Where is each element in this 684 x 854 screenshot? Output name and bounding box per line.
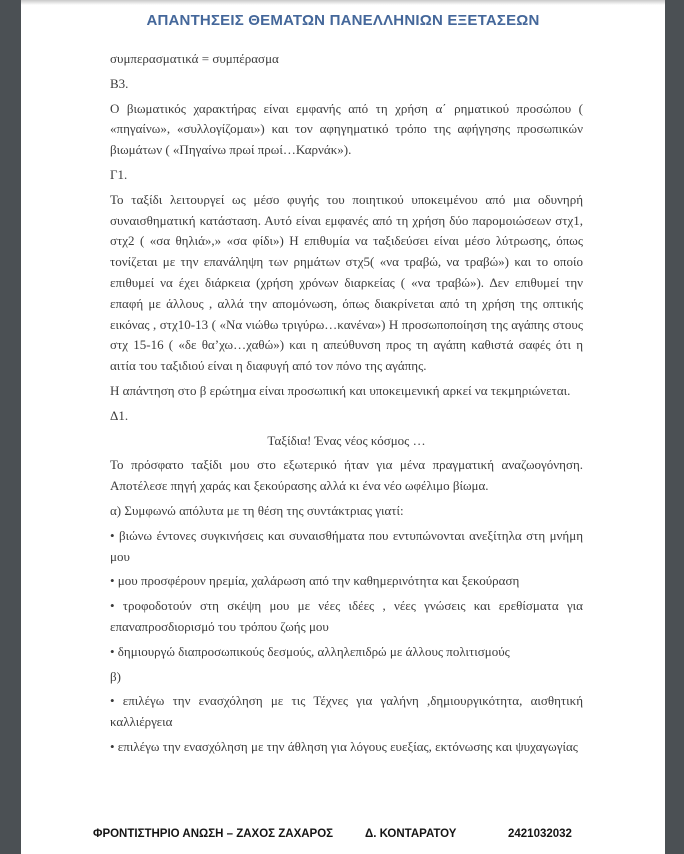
bullet-item: • τροφοδοτούν στη σκέψη μου με νέες ιδέες , νέες γνώσεις και ερεθίσματα για επαναπροσδιορισμό του τρόπου ζωής μου <box>110 598 583 634</box>
essay-point-a: α) Συμφωνώ απόλυτα με τη θέση της συντάκτριας γιατί: <box>110 502 404 518</box>
page-top-shadow <box>21 0 665 5</box>
section-label-b: β) <box>110 668 121 684</box>
intro-note: συμπερασματικά = συμπέρασμα <box>110 51 279 66</box>
footer-school-name: ΦΡΟΝΤΙΣΤΗΡΙΟ ΑΝΩΣΗ – ΖΑΧΟΣ ΖΑΧΑΡΟΣ <box>93 828 334 840</box>
section-label-d1: Δ1. <box>110 407 129 423</box>
bullet-item: • επιλέγω την ενασχόληση με τις Τέχνες για γαλήνη ,δημιουργικότητα, αισθητική καλλιέργεια <box>110 693 583 730</box>
bullet-item: • μου προσφέρουν ηρεμία, χαλάρωση από την καθημερινότητα και ξεκούραση <box>110 573 520 589</box>
section-label-b3: Β3. <box>110 75 129 91</box>
bullet-item: • βιώνω έντονες συγκινήσεις και συναισθήματα που εντυπώνονται ανεξίτηλα στη μνήμη μου <box>110 527 583 564</box>
page-footer <box>0 828 684 848</box>
bullet-item: • επιλέγω την ενασχόληση με την άθληση για λόγους ευεξίας, εκτόνωσης και ψυχαγωγίας <box>110 738 578 754</box>
essay-title: Ταξίδια! Ένας νέος κόσμος … <box>267 432 426 448</box>
section-label-g1: Γ1. <box>110 166 128 182</box>
paragraph-g1-note: Η απάντηση στο β ερώτημα είναι προσωπική και υποκειμενική αρκεί να τεκμηριώνεται. <box>110 382 571 398</box>
paragraph-b3: Ο βιωματικός χαρακτήρας είναι εμφανής από τη χρήση α΄ ρηματικού προσώπου ( «πηγαίνω», «συλλογίζομαι») και τον αφηγηματικό τρόπο της αφήγησης προσωπικών βιωμάτων ( «Πηγαίνω πρωί πρωί…Καρνάκ»). <box>110 100 583 158</box>
bullet-item: • δημιουργώ διαπροσωπικούς δεσμούς, αλληλεπιδρώ με άλλους πολιτισμούς <box>110 643 510 659</box>
footer-phone: 2421032032 <box>508 828 572 840</box>
paragraph-g1: Το ταξίδι λειτουργεί ως μέσο φυγής του ποιητικού υποκειμένου από μια οδυνηρή συναισθηματική κατάσταση. Αυτό είναι εμφανές από τη χρήση δύο παρομοιώσεων στχ1, στχ2 ( «σα θηλιά»,» «σα φίδι») Η επιθυμία να ταξιδεύσει είναι μέσο λύτρωσης, όπως τονίζεται με την επανάληψη των ρημάτων στχ5( «να τραβώ, να τραβώ») και το οποίο επιθυμεί να έχει διάρκεια (χρήση χρόνων διαρκείας ( «να τραβώ»). Δεν επιθυμεί την επαφή με άλλους , αλλά την απομόνωση, όπως διακρίνεται από τη χρήση της οπτικής εικόνας , στχ10-13 ( «Να νιώθω τριγύρω…κανένα») Η προσωποποίηση της αγάπης στους στχ 15-16 ( «δε θα’χω…χαθώ») και η απεύθυνση προς τη αγάπη καθιστά σαφές ότι η αιτία του ταξιδιού είναι η διαφυγή από τον πόνο της αγάπης. <box>110 191 583 374</box>
essay-intro: Το πρόσφατο ταξίδι μου στο εξωτερικό ήταν για μένα πραγματική αναζωογόνηση. Αποτέλεσε πηγή χαράς και ξεκούρασης αλλά κι ένα νέο ωφέλιμο βίωμα. <box>110 457 583 494</box>
document-page <box>21 0 665 854</box>
document-title: ΑΠΑΝΤΗΣΕΙΣ ΘΕΜΑΤΩΝ ΠΑΝΕΛΛΗΝΙΩΝ ΕΞΕΤΑΣΕΩΝ <box>146 12 540 29</box>
footer-address: Δ. ΚΟΝΤΑΡΑΤΟΥ <box>365 828 457 840</box>
document-body <box>110 49 583 822</box>
